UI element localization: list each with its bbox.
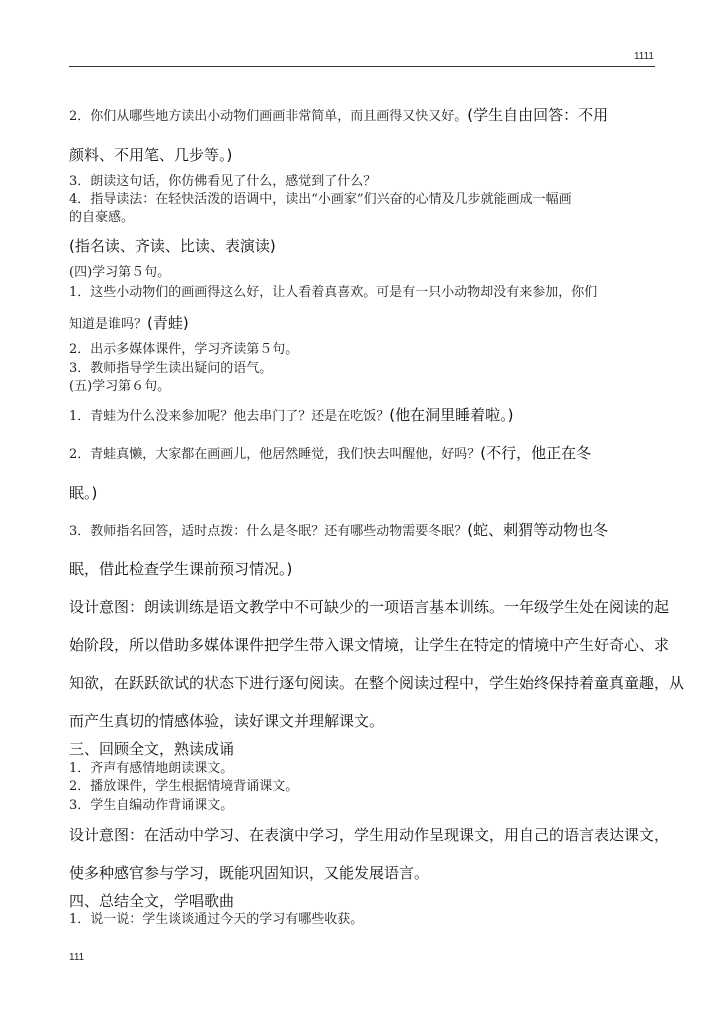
line-text: 2．青蛙真懒，大家都在画画儿，他居然睡觉，我们快去叫醒他，好吗？ bbox=[69, 447, 481, 462]
line-text: 3．教师指名回答，适时点拨：什么是冬眠？还有哪些动物需要冬眠？ bbox=[69, 524, 468, 539]
section-heading: 三、回顾全文，熟读成诵 bbox=[69, 740, 235, 758]
line-text: 2．你们从哪些地方读出小动物们画画非常简单，而且画得又快又好。 bbox=[69, 109, 468, 124]
line-tail: (不行，他正在冬 bbox=[480, 444, 592, 462]
text-line: 3．学生自编动作背诵课文。 bbox=[69, 798, 234, 813]
text-line: 眠。) bbox=[69, 484, 98, 502]
text-line: 2．出示多媒体课件，学习齐读第５句。 bbox=[69, 342, 299, 357]
text-line: 眠，借此检查学生课前预习情况。) bbox=[69, 560, 293, 578]
line-tail: (学生自由回答：不用 bbox=[467, 106, 609, 124]
text-line: 始阶段，所以借助多媒体课件把学生带入课文情境，让学生在特定的情境中产生好奇心、求 bbox=[69, 636, 670, 654]
header-rule bbox=[69, 66, 655, 67]
text-line: 3．朗读这句话，你仿佛看见了什么，感觉到了什么？ bbox=[69, 174, 377, 189]
text-line: 设计意图：在活动中学习、在表演中学习，学生用动作呈现课文，用自己的语言表达课文， bbox=[69, 826, 670, 844]
line-tail: (青蛙) bbox=[147, 314, 189, 332]
text-line: (五)学习第６句。 bbox=[69, 379, 171, 394]
text-line bbox=[69, 521, 661, 541]
text-line: (四)学习第５句。 bbox=[69, 265, 171, 280]
text-line: 1．这些小动物们的画画得这么好，让人看着真喜欢。可是有一只小动物却没有来参加，你们 bbox=[69, 285, 598, 300]
page-header-number: 1111 bbox=[633, 51, 654, 62]
text-line: (指名读、齐读、比读、表演读) bbox=[69, 237, 276, 255]
page-footer-number: 111 bbox=[69, 952, 85, 963]
text-line: 3．教师指导学生读出疑问的语气。 bbox=[69, 361, 273, 376]
text-line: 1．齐声有感情地朗读课文。 bbox=[69, 761, 234, 776]
text-line: 设计意图：朗读训练是语文教学中不可缺少的一项语言基本训练。一年级学生处在阅读的起 bbox=[69, 598, 670, 616]
text-line bbox=[69, 106, 661, 126]
text-line: 4．指导读法：在轻快活泼的语调中，读出“小画家”们兴奋的心情及几步就能画成一幅画 bbox=[69, 192, 572, 207]
text-line bbox=[69, 314, 661, 334]
section-heading: 四、总结全文，学唱歌曲 bbox=[69, 892, 235, 910]
text-line: 2．播放课件，学生根据情境背诵课文。 bbox=[69, 779, 299, 794]
line-text: 知道是谁吗？ bbox=[69, 317, 148, 332]
text-line: 使多种感官参与学习，既能巩固知识，又能发展语言。 bbox=[69, 864, 430, 882]
line-tail: (他在洞里睡着啦。) bbox=[389, 406, 514, 424]
text-line: 而产生真切的情感体验，读好课文并理解课文。 bbox=[69, 712, 385, 730]
line-tail: (蛇、刺猬等动物也冬 bbox=[467, 521, 609, 539]
text-line: 的自豪感。 bbox=[69, 210, 135, 225]
text-line bbox=[69, 406, 661, 426]
text-line: 1．说一说：学生谈谈通过今天的学习有哪些收获。 bbox=[69, 912, 364, 927]
text-line: 颜料、不用笔、几步等。) bbox=[69, 146, 233, 164]
line-text: 1．青蛙为什么没来参加呢？他去串门了？还是在吃饭？ bbox=[69, 409, 390, 424]
text-line: 知欲，在跃跃欲试的状态下进行逐句阅读。在整个阅读过程中，学生始终保持着童真童趣，从 bbox=[69, 674, 685, 692]
text-line bbox=[69, 444, 661, 464]
